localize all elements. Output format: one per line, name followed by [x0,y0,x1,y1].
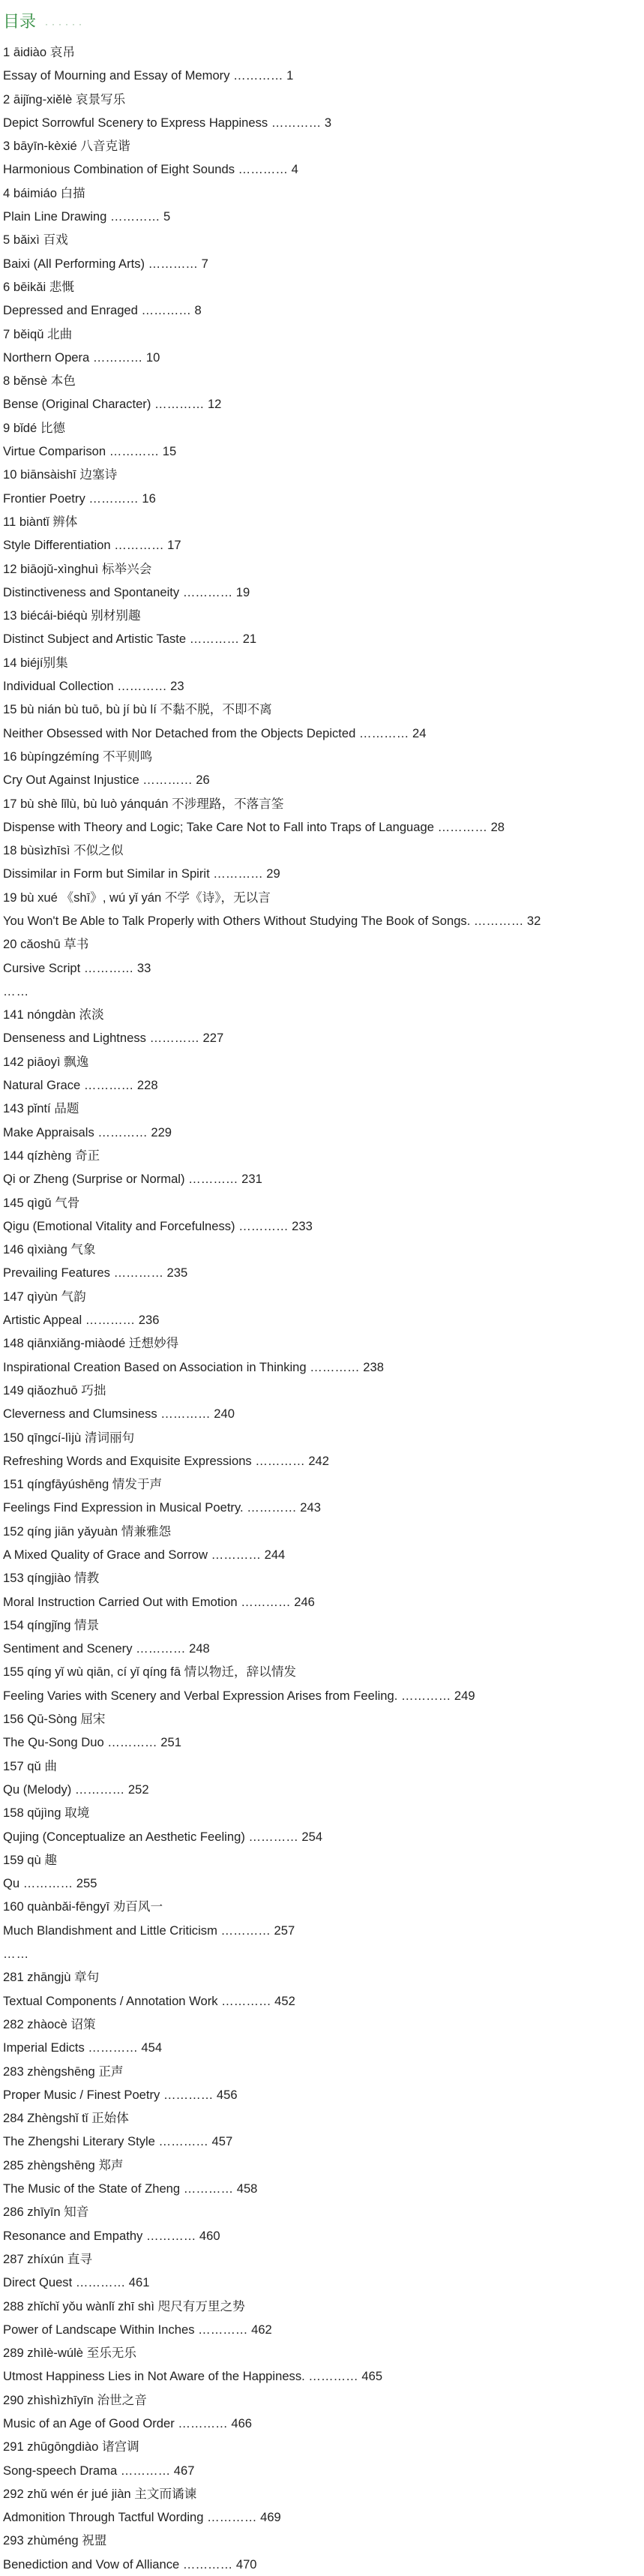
toc-line: 16 bùpíngzémíng 不平则鸣 [3,749,153,764]
toc-line: Frontier Poetry ………… 16 [3,491,156,506]
toc-line: Northern Opera ………… 10 [3,350,160,365]
toc-line: 7 běiqǔ 北曲 [3,326,73,341]
toc-title: 目录 [3,13,37,32]
toc-line: 15 bù nián bù tuō, bù jí bù lí 不黏不脱，不即不离 [3,702,272,717]
toc-line: Benediction and Vow of Alliance ………… 470 [3,2556,257,2571]
toc-line: Qu ………… 255 [3,1876,97,1891]
toc-line: Qu (Melody) ………… 252 [3,1782,149,1797]
toc-line: Depressed and Enraged ………… 8 [3,303,202,318]
toc-line: Artistic Appeal ………… 236 [3,1313,160,1328]
toc-line: Style Differentiation ………… 17 [3,538,181,553]
toc-line: Song-speech Drama ………… 467 [3,2463,195,2478]
toc-line: 9 bǐdé 比德 [3,420,66,435]
toc-line: 281 zhāngjù 章句 [3,1970,100,1985]
toc-line: Resonance and Empathy ………… 460 [3,2228,220,2243]
toc-line: 292 zhǔ wén ér jué jiàn 主文而谲谏 [3,2486,197,2501]
toc-line: Music of an Age of Good Order ………… 466 [3,2415,253,2430]
toc-line: 149 qiǎozhuō 巧拙 [3,1383,106,1398]
toc-line: 290 zhìshìzhīyīn 治世之音 [3,2392,147,2407]
toc-line: 2 āijǐng-xiělè 哀景写乐 [3,92,126,107]
toc-line: Power of Landscape Within Inches ………… 462 [3,2322,272,2337]
toc-line: You Won't Be Able to Talk Properly with Others Without Studying The Book of Songs. ………… 32 [3,913,541,928]
toc-line: Proper Music / Finest Poetry ………… 456 [3,2087,238,2102]
toc-line: 151 qíngfāyúshēng 情发于声 [3,1477,163,1492]
toc-line: Imperial Edicts ………… 454 [3,2040,163,2055]
toc-line: 143 pǐntí 品题 [3,1101,79,1116]
toc-line: Cleverness and Clumsiness ………… 240 [3,1407,235,1422]
toc-line: 289 zhìlè-wúlè 至乐无乐 [3,2346,136,2361]
toc-line: 4 báimiáo 白描 [3,185,85,200]
toc-line: Cry Out Against Injustice ………… 26 [3,773,210,788]
toc-line: Feelings Find Expression in Musical Poetry. ………… 243 [3,1500,321,1515]
toc-line: Admonition Through Tactful Wording ………… 469 [3,2510,281,2525]
toc-line: …… [3,1947,30,1962]
toc-line: 146 qìxiàng 气象 [3,1242,96,1257]
toc-line: 1 āidiào 哀吊 [3,45,75,59]
toc-line: 14 biéjí别集 [3,655,68,670]
toc-line: Dispense with Theory and Logic; Take Care Not to Fall into Traps of Language ………… 28 [3,819,505,834]
toc-line: …… [3,983,30,998]
toc-line: 283 zhèngshēng 正声 [3,2064,124,2079]
toc-line: The Music of the State of Zheng ………… 458 [3,2181,258,2196]
toc-line: Distinctiveness and Spontaneity ………… 19 [3,584,250,599]
toc-line: Utmost Happiness Lies in Not Aware of the Happiness. ………… 465 [3,2369,383,2384]
toc-line: Essay of Mourning and Essay of Memory ………… 1 [3,68,294,83]
toc-line: Direct Quest ………… 461 [3,2275,150,2290]
toc-line: 153 qíngjiào 情教 [3,1571,100,1586]
toc-line: 282 zhàocè 诏策 [3,2016,96,2031]
toc-line: 8 běnsè 本色 [3,374,76,389]
toc-line: Natural Grace ………… 228 [3,1078,158,1093]
toc-line: 286 zhīyīn 知音 [3,2205,89,2220]
toc-line: 157 qǔ 曲 [3,1758,57,1773]
toc-line: 10 biānsàishī 边塞诗 [3,467,118,482]
toc-line: 12 biāojǔ-xìnghuì 标举兴会 [3,561,152,576]
toc-line: 160 quànbǎi-fēngyī 劝百风一 [3,1899,163,1914]
toc-line: 288 zhǐchǐ yǒu wànlǐ zhī shì 咫尺有万里之势 [3,2298,245,2313]
toc-line: Cursive Script ………… 33 [3,960,151,975]
toc-line: Dissimilar in Form but Similar in Spirit ………… 29 [3,866,280,881]
toc-line: 155 qíng yǐ wù qiān, cí yǐ qíng fā 情以物迁，辞以情发 [3,1665,297,1680]
toc-line: 291 zhūgōngdiào 诸宫调 [3,2439,139,2454]
toc-line: Virtue Comparison ………… 15 [3,444,177,459]
toc-line: Bense (Original Character) ………… 12 [3,397,222,412]
toc-line: 18 bùsìzhīsì 不似之似 [3,843,124,858]
toc-line: Prevailing Features ………… 235 [3,1265,188,1280]
toc-line: 141 nóngdàn 浓淡 [3,1007,104,1022]
toc-line: 287 zhíxún 直寻 [3,2251,92,2266]
toc-line: Make Appraisals ………… 229 [3,1124,172,1139]
toc-line: Much Blandishment and Little Criticism ………… 257 [3,1923,295,1938]
toc-line: Refreshing Words and Exquisite Expressions ………… 242 [3,1453,330,1468]
toc-line: 156 Qū-Sòng 屈宋 [3,1712,106,1727]
toc-line: 152 qíng jiān yǎyuàn 情兼雅怨 [3,1524,172,1539]
toc-line: Qi or Zheng (Surprise or Normal) ………… 231 [3,1172,262,1187]
toc-line: 3 bāyīn-kèxié 八音克谐 [3,139,130,154]
toc-line: Harmonious Combination of Eight Sounds ………… 4 [3,162,298,177]
toc-entries [3,41,644,2576]
toc-line: 144 qízhèng 奇正 [3,1148,100,1163]
toc-line: 17 bù shè lǐlù, bù luò yánquán 不涉理路，不落言筌 [3,796,284,811]
toc-line: Baixi (All Performing Arts) ………… 7 [3,256,208,271]
toc-line: 142 piāoyì 飘逸 [3,1054,89,1069]
toc-line: 13 biécái-biéqù 别材别趣 [3,608,141,623]
toc-line: 154 qíngjǐng 情景 [3,1617,100,1632]
toc-title-dots: ······ [45,19,85,29]
toc-line: 20 cǎoshū 草书 [3,937,89,952]
toc-line: 19 bù xué 《shī》, wú yǐ yán 不学《诗》，无以言 [3,890,271,905]
toc-line: 158 qǔjìng 取境 [3,1806,90,1821]
toc-line: 6 bēikǎi 悲慨 [3,279,74,294]
toc-header [3,9,644,36]
toc-line: 285 zhèngshēng 郑声 [3,2157,124,2172]
toc-line: The Zhengshi Literary Style ………… 457 [3,2134,233,2149]
toc-line: Neither Obsessed with Nor Detached from the Objects Depicted ………… 24 [3,725,427,740]
toc-line: Individual Collection ………… 23 [3,679,184,694]
toc-line: 293 zhùméng 祝盟 [3,2533,107,2548]
toc-line: Moral Instruction Carried Out with Emotion ………… 246 [3,1594,315,1609]
toc-line: Inspirational Creation Based on Association in Thinking ………… 238 [3,1359,384,1374]
toc-line: 150 qīngcí-lìjù 清词丽句 [3,1430,135,1445]
toc-line: 145 qìgǔ 气骨 [3,1195,80,1210]
toc-line: Plain Line Drawing ………… 5 [3,209,171,224]
toc-line: Qigu (Emotional Vitality and Forcefulness) ………… 233 [3,1218,313,1233]
toc-line: A Mixed Quality of Grace and Sorrow ………… 244 [3,1548,286,1562]
toc-line: The Qu-Song Duo ………… 251 [3,1735,181,1750]
toc-line: Depict Sorrowful Scenery to Express Happiness ………… 3 [3,115,332,130]
toc-line: 147 qìyùn 气韵 [3,1289,86,1304]
toc-line: 159 qù 趣 [3,1852,57,1867]
toc-line: Qujing (Conceptualize an Aesthetic Feeling) ………… 254 [3,1829,323,1844]
toc-line: Distinct Subject and Artistic Taste ………… 21 [3,632,257,647]
toc-line: 148 qiānxiǎng-miàodé 迁想妙得 [3,1336,179,1351]
toc-line: Sentiment and Scenery ………… 248 [3,1641,210,1656]
toc-line: Textual Components / Annotation Work ………… 452 [3,1993,295,2008]
toc-line: 11 biàntǐ 辨体 [3,514,78,529]
toc-line: 284 Zhèngshǐ tǐ 正始体 [3,2111,129,2126]
toc-line: 5 bǎixì 百戏 [3,233,68,248]
toc-line: Denseness and Lightness ………… 227 [3,1031,224,1046]
toc-line: Feeling Varies with Scenery and Verbal Expression Arises from Feeling. ………… 249 [3,1688,475,1703]
